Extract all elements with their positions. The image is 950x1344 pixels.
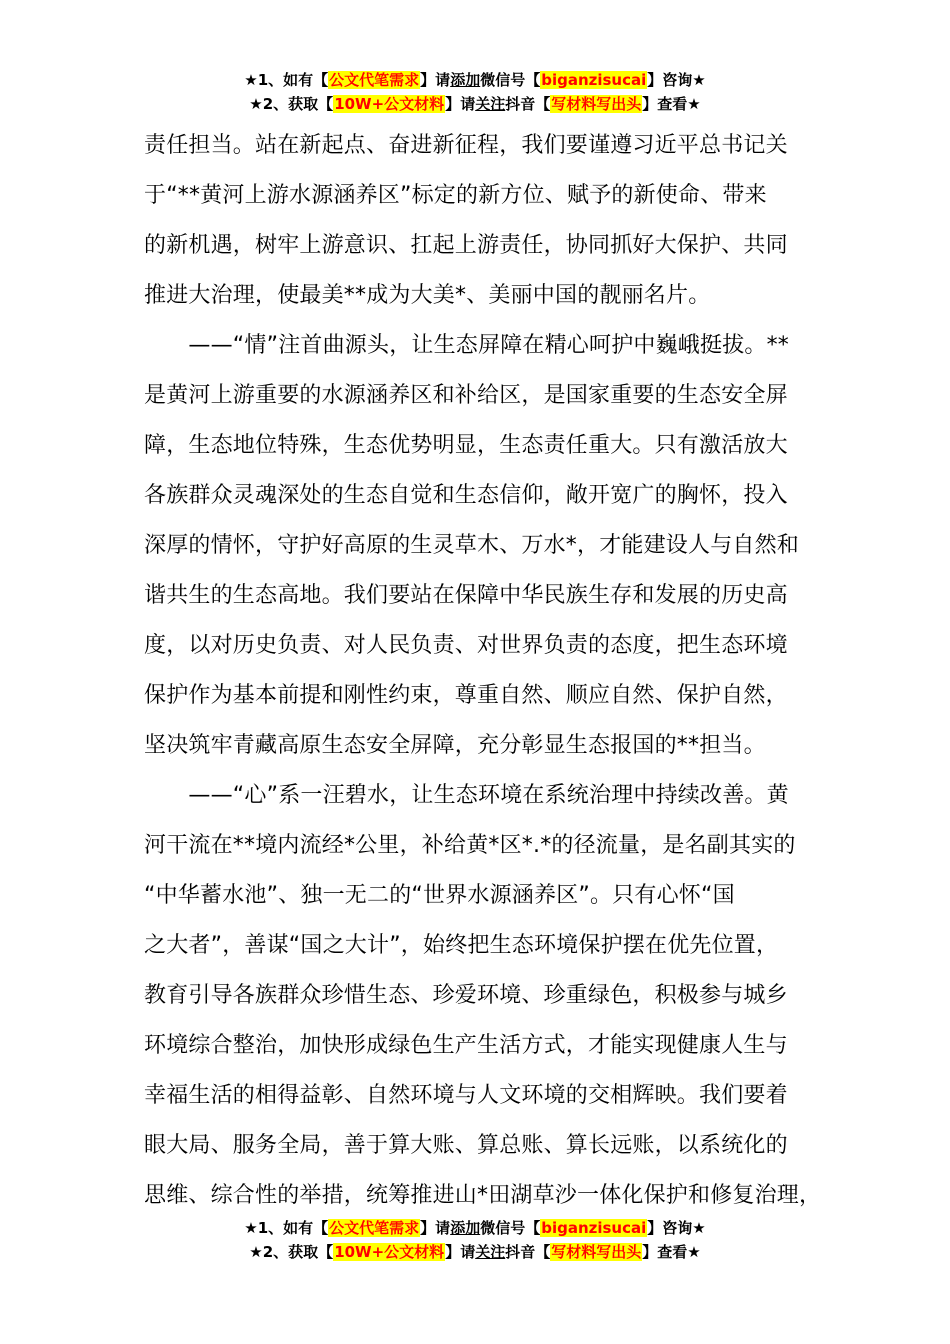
document-body	[144, 121, 834, 1221]
body-line: 幸福生活的相得益彰、自然环境与人文环境的交相辉映。我们要着	[144, 1083, 788, 1108]
underlined-text: 关注	[475, 95, 506, 113]
highlight-service: 公文代笔需求	[329, 71, 420, 89]
banner-text: 】请	[420, 1219, 451, 1237]
banner-text: 微信号【	[480, 71, 541, 89]
banner-text: 】请	[445, 95, 476, 113]
body-line: 保护作为基本前提和刚性约束，尊重自然、顺应自然、保护自然，	[144, 683, 788, 708]
body-line: “中华蓄水池”、独一无二的“世界水源涵养区”。只有心怀“国	[144, 883, 735, 908]
banner-text: 】请	[420, 71, 451, 89]
highlight-wechat-id: biganzisucai	[541, 71, 647, 89]
banner-line-1	[0, 68, 950, 92]
highlight-douyin-account: 写材料写出头	[551, 1243, 642, 1261]
body-line: 眼大局、服务全局，善于算大账、算总账、算长远账，以系统化的	[144, 1133, 788, 1158]
banner-line-1	[0, 1216, 950, 1240]
banner-text: 】咨询★	[647, 71, 706, 89]
body-line: 河干流在**境内流经*公里，补给黄*区*.*的径流量，是名副其实的	[144, 833, 796, 858]
banner-text: ★2、获取【	[249, 1243, 334, 1261]
body-line: 教育引导各族群众珍惜生态、珍爱环境、珍重绿色，积极参与城乡	[144, 983, 788, 1008]
body-line: ——“情”注首曲源头，让生态屏障在精心呵护中巍峨挺拔。**	[144, 333, 789, 358]
banner-text: 】查看★	[642, 1243, 701, 1261]
banner-text: 】请	[445, 1243, 476, 1261]
body-line: 于“**黄河上游水源涵养区”标定的新方位、赋予的新使命、带来	[144, 183, 767, 208]
banner-text: 抖音【	[505, 1243, 551, 1261]
highlight-wechat-id: biganzisucai	[541, 1219, 647, 1237]
body-line: 思维、综合性的举措，统筹推进山*田湖草沙一体化保护和修复治理，	[144, 1183, 822, 1208]
banner-text: 微信号【	[480, 1219, 541, 1237]
banner-text: ★2、获取【	[249, 95, 334, 113]
banner-text: 】咨询★	[647, 1219, 706, 1237]
header-banner	[0, 68, 950, 116]
body-line: 障，生态地位特殊，生态优势明显，生态责任重大。只有激活放大	[144, 433, 788, 458]
banner-text: ★1、如有【	[244, 1219, 329, 1237]
body-line: 是黄河上游重要的水源涵养区和补给区，是国家重要的生态安全屏	[144, 383, 788, 408]
highlight-douyin-account: 写材料写出头	[551, 95, 642, 113]
banner-text: 抖音【	[505, 95, 551, 113]
body-line: 之大者”，善谋“国之大计”，始终把生态环境保护摆在优先位置，	[144, 933, 779, 958]
body-line: 推进大治理，使最美**成为大美*、美丽中国的靓丽名片。	[144, 283, 711, 308]
body-line: 责任担当。站在新起点、奋进新征程，我们要谨遵习近平总书记关	[144, 133, 788, 158]
underlined-text: 关注	[475, 1243, 506, 1261]
highlight-service: 公文代笔需求	[329, 1219, 420, 1237]
banner-line-2	[0, 92, 950, 116]
body-line: 坚决筑牢青藏高原生态安全屏障，充分彰显生态报国的**担当。	[144, 733, 766, 758]
underlined-text: 添加	[450, 1219, 481, 1237]
highlight-materials: 10W+公文材料	[334, 1243, 445, 1261]
underlined-text: 添加	[450, 71, 481, 89]
banner-line-2	[0, 1240, 950, 1264]
body-line: 环境综合整治，加快形成绿色生产生活方式，才能实现健康人生与	[144, 1033, 788, 1058]
highlight-materials: 10W+公文材料	[334, 95, 445, 113]
body-line: 的新机遇，树牢上游意识、扛起上游责任，协同抓好大保护、共同	[144, 233, 788, 258]
body-line: 谐共生的生态高地。我们要站在保障中华民族生存和发展的历史高	[144, 583, 788, 608]
footer-banner	[0, 1216, 950, 1264]
body-line: 深厚的情怀，守护好高原的生灵草木、万水*，才能建设人与自然和	[144, 533, 800, 558]
body-line: 度，以对历史负责、对人民负责、对世界负责的态度，把生态环境	[144, 633, 788, 658]
banner-text: 】查看★	[642, 95, 701, 113]
banner-text: ★1、如有【	[244, 71, 329, 89]
body-line: ——“心”系一汪碧水，让生态环境在系统治理中持续改善。黄	[144, 783, 789, 808]
body-line: 各族群众灵魂深处的生态自觉和生态信仰，敞开宽广的胸怀，投入	[144, 483, 788, 508]
